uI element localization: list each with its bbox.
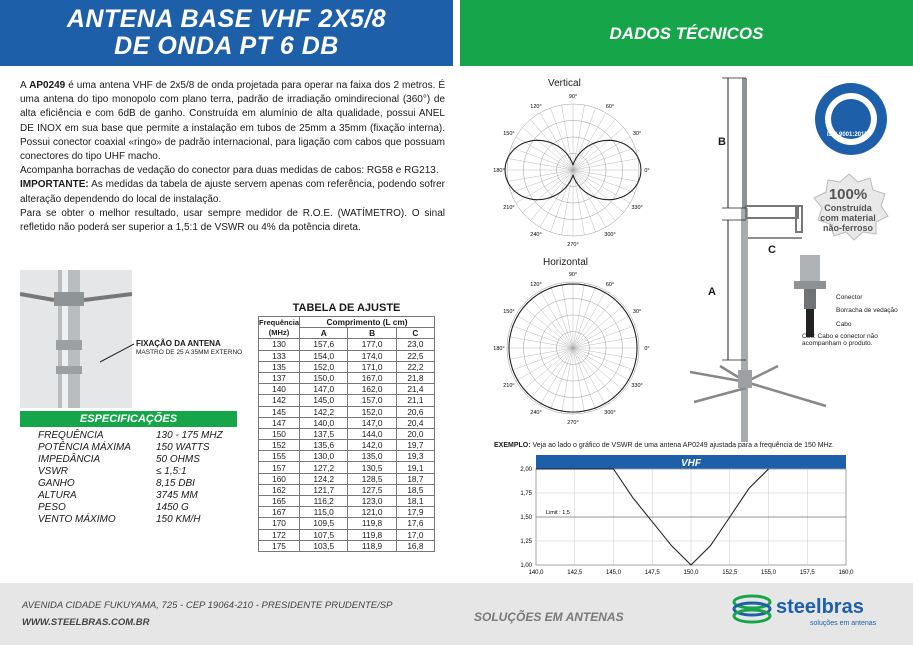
brand-tagline: soluções em antenas bbox=[810, 620, 877, 627]
specs-title: ESPECIFICAÇÕES bbox=[20, 411, 237, 427]
table-cell: 18,5 bbox=[396, 484, 434, 495]
spec-key: ALTURA bbox=[38, 490, 77, 501]
upper-radiator bbox=[742, 78, 747, 208]
table-cell: 130 bbox=[259, 339, 300, 350]
polar-angle-label: 30° bbox=[632, 131, 642, 137]
table-cell: 142 bbox=[259, 395, 300, 406]
table-row bbox=[259, 428, 435, 439]
table-cell: 157,6 bbox=[300, 339, 348, 350]
spec-row bbox=[38, 502, 246, 514]
important-text: As medidas da tabela de ajuste servem apenas com referência, podendo sofrer alteração dependendo do local de instalação. bbox=[20, 179, 445, 205]
table-cell: 17,0 bbox=[396, 529, 434, 540]
spec-value: 8,15 DBI bbox=[156, 478, 195, 489]
table-cell: 21,8 bbox=[396, 372, 434, 383]
table-cell: 19,3 bbox=[396, 451, 434, 462]
spec-value: 130 - 175 MHZ bbox=[156, 430, 223, 441]
spec-row bbox=[38, 478, 246, 490]
cable-label: Cabo bbox=[836, 321, 852, 328]
table-row bbox=[259, 339, 435, 350]
y-tick-label: 2,00 bbox=[520, 467, 532, 473]
table-cell: 119,8 bbox=[348, 529, 396, 540]
iso-seal-text: ISO 9001:2015 bbox=[827, 132, 868, 138]
intro-text bbox=[20, 79, 445, 235]
mast-illustration bbox=[20, 270, 132, 408]
spec-row bbox=[38, 490, 246, 502]
polar-angle-label: 240° bbox=[530, 410, 542, 417]
polar-angle-label: 180° bbox=[493, 346, 505, 352]
polar-angle-label: 90° bbox=[568, 94, 578, 100]
table-row bbox=[259, 451, 435, 462]
iso-seal bbox=[814, 82, 888, 156]
vertical-pattern-label: Vertical bbox=[548, 78, 581, 89]
spec-key: FREQUÊNCIA bbox=[38, 430, 104, 441]
example-note bbox=[494, 442, 834, 449]
table-cell: 140,0 bbox=[300, 417, 348, 428]
lower-radiator bbox=[741, 208, 748, 442]
table-cell: 162 bbox=[259, 484, 300, 495]
badge-text bbox=[808, 186, 888, 233]
table-cell: 165 bbox=[259, 496, 300, 507]
footer-address: AVENIDA CIDADE FUKUYAMA, 725 - CEP 19064-210 - PRESIDENTE PRUDENTE/SP bbox=[22, 600, 393, 611]
table-cell: 137 bbox=[259, 372, 300, 383]
table-cell: 145 bbox=[259, 406, 300, 417]
table-cell: 170 bbox=[259, 518, 300, 529]
polar-angle-label: 210° bbox=[503, 205, 515, 211]
connector-label: Conector bbox=[836, 294, 863, 301]
x-tick-label: 150,0 bbox=[683, 570, 699, 576]
table-cell: 17,9 bbox=[396, 507, 434, 518]
table-cell: 103,5 bbox=[300, 540, 348, 551]
table-cell: 128,5 bbox=[348, 473, 396, 484]
page-title bbox=[0, 0, 453, 60]
table-cell: 152,0 bbox=[348, 406, 396, 417]
table-row bbox=[259, 361, 435, 372]
table-cell: 175 bbox=[259, 540, 300, 551]
vswr-chart bbox=[500, 455, 860, 583]
important-label: IMPORTANTE: bbox=[20, 179, 89, 191]
table-cell: 167 bbox=[259, 507, 300, 518]
polar-angle-label: 0° bbox=[644, 346, 650, 352]
mast-fixation-photo bbox=[20, 270, 132, 408]
x-tick-label: 155,0 bbox=[760, 570, 777, 576]
x-tick-label: 152,5 bbox=[722, 570, 738, 576]
spec-key: POTÊNCIA MÁXIMA bbox=[38, 442, 131, 453]
table-cell: 135,6 bbox=[300, 440, 348, 451]
polar-angle-label: 270° bbox=[567, 420, 579, 426]
table-cell: 160 bbox=[259, 473, 300, 484]
seal-label: Borracha de vedação bbox=[836, 307, 898, 314]
badge-line-1: Construída bbox=[824, 203, 872, 213]
table-cell: 157,0 bbox=[348, 395, 396, 406]
table-row bbox=[259, 473, 435, 484]
col-a: A bbox=[300, 328, 348, 339]
steelbras-logo-icon bbox=[732, 592, 772, 626]
table-cell: 172 bbox=[259, 529, 300, 540]
table-cell: 124,2 bbox=[300, 473, 348, 484]
spec-row bbox=[38, 442, 246, 454]
table-cell: 147 bbox=[259, 417, 300, 428]
table-row bbox=[259, 496, 435, 507]
connector-detail bbox=[790, 255, 830, 337]
polar-angle-label: 150° bbox=[503, 131, 515, 137]
adjust-table bbox=[258, 316, 435, 552]
dimension-b-label: B bbox=[718, 136, 726, 148]
x-tick-label: 147,5 bbox=[644, 570, 660, 576]
spec-value: 150 KM/H bbox=[156, 514, 201, 525]
table-cell: 135,0 bbox=[348, 451, 396, 462]
polar-angle-label: 330° bbox=[631, 205, 643, 211]
table-row bbox=[259, 350, 435, 361]
polar-angle-label: 300° bbox=[604, 232, 616, 239]
spec-key: GANHO bbox=[38, 478, 75, 489]
table-cell: 162,0 bbox=[348, 384, 396, 395]
table-cell: 121,7 bbox=[300, 484, 348, 495]
footer-website[interactable]: WWW.STEELBRAS.COM.BR bbox=[22, 617, 150, 628]
table-cell: 152 bbox=[259, 440, 300, 451]
spec-key: VSWR bbox=[38, 466, 68, 477]
table-cell: 123,0 bbox=[348, 496, 396, 507]
y-tick-label: 1,00 bbox=[520, 563, 532, 569]
table-cell: 20,0 bbox=[396, 428, 434, 439]
spec-row bbox=[38, 454, 246, 466]
polar-angle-label: 60° bbox=[605, 103, 615, 110]
col-frequency: Frequência (MHz) bbox=[259, 317, 300, 339]
table-row bbox=[259, 529, 435, 540]
table-cell: 21,1 bbox=[396, 395, 434, 406]
spec-key: PESO bbox=[38, 502, 66, 513]
table-row bbox=[259, 417, 435, 428]
col-length: Comprimento (L cm) bbox=[300, 317, 435, 328]
badge-line-2: com material bbox=[820, 213, 876, 223]
intro-paragraph-2: Acompanha borrachas de vedação do conector para duas medidas de cabos: RG58 e RG213. bbox=[20, 165, 439, 177]
table-cell: 20,6 bbox=[396, 406, 434, 417]
table-cell: 150 bbox=[259, 428, 300, 439]
table-cell: 16,8 bbox=[396, 540, 434, 551]
col-b: B bbox=[348, 328, 396, 339]
table-cell: 119,8 bbox=[348, 518, 396, 529]
title-banner bbox=[0, 0, 453, 66]
table-cell: 133 bbox=[259, 350, 300, 361]
table-row bbox=[259, 440, 435, 451]
x-tick-label: 160,0 bbox=[838, 570, 854, 576]
vertical-radiation-pattern bbox=[493, 90, 653, 250]
table-cell: 107,5 bbox=[300, 529, 348, 540]
specs-list bbox=[38, 430, 246, 526]
table-cell: 116,2 bbox=[300, 496, 348, 507]
fixation-subtitle: MASTRO DE 25 A 35MM EXTERNO bbox=[136, 349, 243, 356]
y-tick-label: 1,50 bbox=[520, 515, 532, 521]
spec-row bbox=[38, 514, 246, 526]
horizontal-pattern-label: Horizontal bbox=[543, 257, 589, 268]
spec-row bbox=[38, 466, 246, 478]
table-cell: 121,0 bbox=[348, 507, 396, 518]
table-cell: 19,7 bbox=[396, 440, 434, 451]
table-cell: 18,1 bbox=[396, 496, 434, 507]
x-tick-label: 145,0 bbox=[605, 570, 622, 576]
table-cell: 174,0 bbox=[348, 350, 396, 361]
y-tick-label: 1,25 bbox=[520, 539, 532, 545]
spec-key: IMPEDÂNCIA bbox=[38, 454, 101, 465]
intro-paragraph-4: Para se obter o melhor resultado, usar sempre medidor de R.O.E. (WATÍMETRO). O sinal refletido não poderá ser superior a 1,5:1 de VSWR ou 4% da potência direta. bbox=[20, 207, 445, 234]
dimension-c-label: C bbox=[768, 244, 776, 256]
x-tick-label: 140,0 bbox=[528, 570, 544, 576]
polar-angle-label: 300° bbox=[604, 410, 616, 417]
table-cell: 147,0 bbox=[348, 417, 396, 428]
fixation-pointer bbox=[100, 340, 136, 370]
table-cell: 18,7 bbox=[396, 473, 434, 484]
table-cell: 115,0 bbox=[300, 507, 348, 518]
technical-data-title: DADOS TÉCNICOS bbox=[609, 24, 764, 43]
technical-data-banner bbox=[460, 0, 913, 66]
table-cell: 127,2 bbox=[300, 462, 348, 473]
example-label: EXEMPLO: bbox=[494, 442, 531, 449]
table-cell: 144,0 bbox=[348, 428, 396, 439]
table-row bbox=[259, 406, 435, 417]
badge-line-3: não-ferroso bbox=[822, 223, 873, 233]
table-cell: 127,5 bbox=[348, 484, 396, 495]
polar-angle-label: 210° bbox=[503, 383, 515, 389]
table-cell: 118,9 bbox=[348, 540, 396, 551]
table-cell: 177,0 bbox=[348, 339, 396, 350]
table-cell: 142,2 bbox=[300, 406, 348, 417]
col-c: C bbox=[396, 328, 434, 339]
table-cell: 109,5 bbox=[300, 518, 348, 529]
badge-percent: 100% bbox=[828, 186, 868, 203]
example-text: Veja ao lado o gráfico de VSWR de uma antena AP0249 ajustada para a frequência de 150 MHz. bbox=[532, 442, 835, 449]
table-row bbox=[259, 372, 435, 383]
table-cell: 152,0 bbox=[300, 361, 348, 372]
polar-angle-label: 240° bbox=[530, 232, 542, 239]
table-cell: 154,0 bbox=[300, 350, 348, 361]
table-cell: 21,4 bbox=[396, 384, 434, 395]
table-cell: 22,5 bbox=[396, 350, 434, 361]
polar-angle-label: 270° bbox=[567, 242, 579, 248]
polar-angle-label: 180° bbox=[493, 168, 505, 174]
spec-row bbox=[38, 430, 246, 442]
table-row bbox=[259, 507, 435, 518]
table-row bbox=[259, 540, 435, 551]
intro-paragraph-1: é uma antena VHF de 2x5/8 de onda projetada para operar na faixa dos 2 metros. É uma antena do tipo monopolo com plano terra, padrão de irradiação omindirecional (360°) de alta eficiência e com 6dB de ganho. Construída em alumínio de alta qualidade, possui ANEL DE INOX em sua base que permite a instalação em tubos de 25mm a 35mm (fixação interna). Possui conector coaxial «ringo» de padrão internacional, para ligação com cabos que possuam conectores do tipo UHF macho. bbox=[20, 80, 445, 163]
spec-value: 3745 MM bbox=[156, 490, 198, 501]
model-code: AP0249 bbox=[29, 80, 66, 91]
table-cell: 130,5 bbox=[348, 462, 396, 473]
polar-angle-label: 120° bbox=[530, 103, 542, 110]
polar-angle-label: 90° bbox=[568, 272, 578, 278]
spec-value: 150 WATTS bbox=[156, 442, 210, 453]
table-row bbox=[259, 518, 435, 529]
footer-slogan: SOLUÇÕES EM ANTENAS bbox=[474, 610, 624, 624]
table-cell: 140 bbox=[259, 384, 300, 395]
brand-name: steelbras bbox=[776, 596, 864, 618]
y-tick-label: 1,75 bbox=[520, 491, 532, 497]
table-cell: 155 bbox=[259, 451, 300, 462]
polar-angle-label: 330° bbox=[631, 383, 643, 389]
spec-value: 1450 G bbox=[156, 502, 189, 513]
spec-value: ≤ 1,5:1 bbox=[156, 466, 187, 477]
polar-angle-label: 120° bbox=[530, 281, 542, 288]
table-cell: 150,0 bbox=[300, 372, 348, 383]
title-line-2: DE ONDA PT 6 DB bbox=[114, 32, 339, 60]
table-cell: 23,0 bbox=[396, 339, 434, 350]
table-cell: 171,0 bbox=[348, 361, 396, 372]
dimension-a-label: A bbox=[708, 286, 716, 298]
table-cell: 137,5 bbox=[300, 428, 348, 439]
x-tick-label: 157,5 bbox=[799, 570, 815, 576]
intro-article: A bbox=[20, 80, 27, 91]
table-cell: 147,0 bbox=[300, 384, 348, 395]
table-row bbox=[259, 484, 435, 495]
table-cell: 145,0 bbox=[300, 395, 348, 406]
table-cell: 167,0 bbox=[348, 372, 396, 383]
table-cell: 17,6 bbox=[396, 518, 434, 529]
polar-angle-label: 60° bbox=[605, 281, 615, 288]
limit-label: Limit : 1,5 bbox=[546, 510, 570, 516]
polar-angle-label: 150° bbox=[503, 309, 515, 315]
table-cell: 157 bbox=[259, 462, 300, 473]
table-cell: 142,0 bbox=[348, 440, 396, 451]
table-cell: 130,0 bbox=[300, 451, 348, 462]
table-cell: 22,2 bbox=[396, 361, 434, 372]
spec-value: 50 OHMS bbox=[156, 454, 200, 465]
fixation-title: FIXAÇÃO DA ANTENA bbox=[136, 339, 221, 348]
adjust-table-title: TABELA DE AJUSTE bbox=[292, 302, 401, 314]
spec-key: VENTO MÁXIMO bbox=[38, 514, 116, 525]
polar-angle-label: 30° bbox=[632, 309, 642, 315]
polar-angle-label: 0° bbox=[644, 168, 650, 174]
connector-note: Obs: Cabo e conector não acompanham o produto. bbox=[802, 333, 878, 347]
horizontal-radiation-pattern bbox=[493, 268, 653, 428]
chart-title: VHF bbox=[681, 458, 701, 469]
table-row bbox=[259, 395, 435, 406]
table-row bbox=[259, 462, 435, 473]
table-cell: 19,1 bbox=[396, 462, 434, 473]
table-cell: 135 bbox=[259, 361, 300, 372]
table-row bbox=[259, 384, 435, 395]
table-cell: 20,4 bbox=[396, 417, 434, 428]
x-tick-label: 142,5 bbox=[567, 570, 583, 576]
title-line-1: ANTENA BASE VHF 2X5/8 bbox=[66, 5, 387, 33]
